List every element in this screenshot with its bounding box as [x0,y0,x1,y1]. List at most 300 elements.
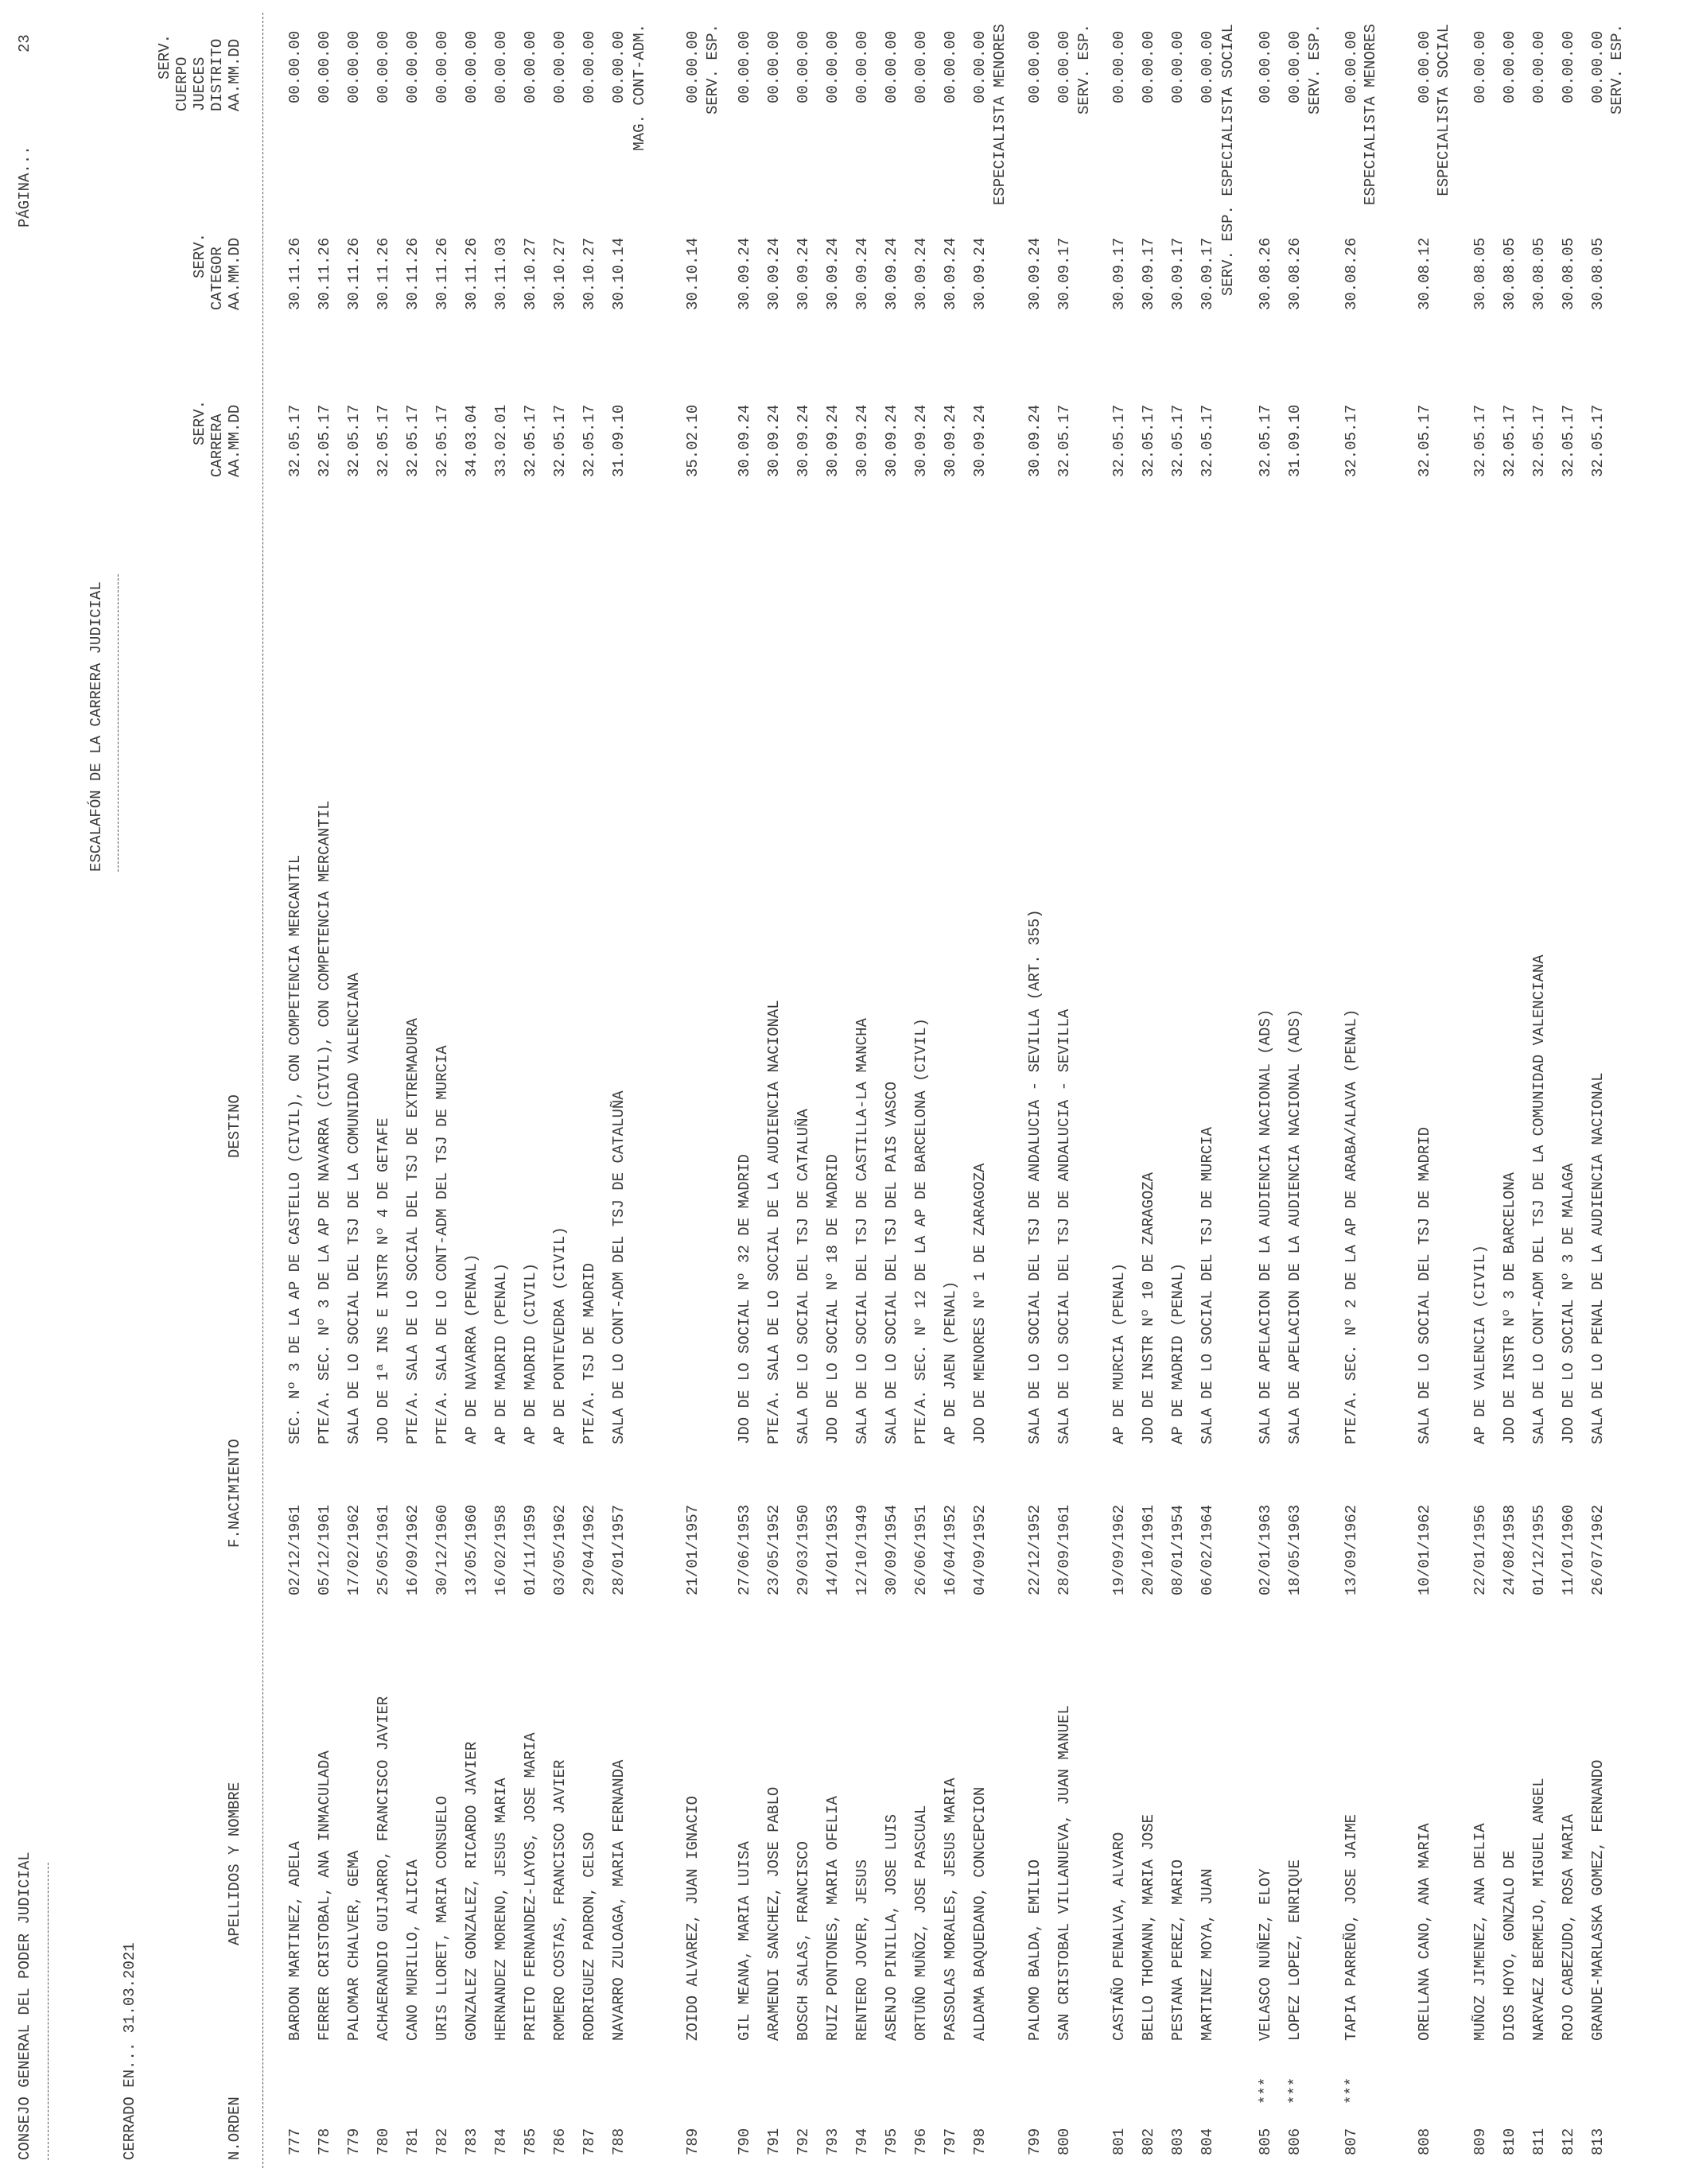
row-birth: 16/04/1952 [942,1504,959,1595]
row-orden: 782 [433,2128,451,2155]
row-orden: 803 [1169,2128,1187,2155]
row-serv-carrera: 32.05.17 [1199,404,1216,477]
col-nacimiento: F.NACIMIENTO [226,1439,243,1548]
table-row [853,0,871,2184]
row-name: PASSOLAS MORALES, JESUS MARIA [942,1778,959,2041]
row-serv-categor: 30.09.24 [971,237,989,310]
row-serv-carrera: 32.05.17 [286,404,304,477]
row-serv-distrito: 00.00.00 [1530,30,1548,103]
row-birth: 17/02/1962 [345,1504,363,1595]
row-serv-carrera: 30.09.24 [1026,404,1044,477]
col-categor-line2: CATEGOR [208,247,226,310]
row-destino: AP DE NAVARRA (PENAL) [463,1253,480,1444]
row-serv-distrito: 00.00.00 [1257,30,1274,103]
table-row [971,0,1009,2184]
row-destino: JDO DE MENORES Nº 1 DE ZARAGOZA [971,1163,989,1444]
row-birth: 22/01/1956 [1471,1504,1489,1595]
row-serv-carrera: 32.05.17 [1416,404,1433,477]
row-serv-distrito: 00.00.00 [522,30,539,103]
row-serv-categor: 30.08.05 [1589,237,1607,310]
row-serv-distrito: 00.00.00 [610,30,628,103]
row-orden: 805 [1257,2128,1274,2155]
table-row [1257,0,1274,2184]
row-name: URIS LLORET, MARIA CONSUELO [433,1796,451,2041]
row-birth: 14/01/1953 [824,1504,842,1595]
row-serv-carrera: 30.09.24 [736,404,753,477]
row-destino: SEC. Nº 3 DE LA AP DE CASTELLO (CIVIL), CON COMPETENCIA MERCANTIL [286,854,304,1444]
row-serv-categor: 30.10.27 [522,237,539,310]
row-serv-carrera: 30.09.24 [883,404,900,477]
row-birth: 16/09/1962 [404,1504,422,1595]
row-serv-categor: 30.08.12 [1416,237,1433,310]
row-birth: 26/07/1962 [1589,1504,1607,1595]
row-birth: 02/01/1963 [1257,1504,1274,1595]
row-serv-carrera: 32.05.17 [1501,404,1518,477]
row-note: ESPECIALISTA MENORES [991,24,1009,206]
row-serv-categor: 30.11.26 [286,237,304,310]
row-serv-distrito: 00.00.00 [1416,30,1433,103]
row-orden: 807 [1343,2128,1360,2155]
row-orden: 785 [522,2128,539,2155]
row-destino: JDO DE 1ª INS E INSTR Nº 4 DE GETAFE [375,1117,392,1444]
row-name: VELASCO NUÑEZ, ELOY [1257,1868,1274,2041]
row-birth: 30/12/1960 [433,1504,451,1595]
col-nombre: APELLIDOS Y NOMBRE [226,1782,243,1945]
row-destino: SALA DE APELACION DE LA AUDIENCIA NACIONAL (ADS) [1286,1008,1304,1444]
row-destino: AP DE MURCIA (PENAL) [1110,1262,1128,1444]
row-orden: 800 [1055,2128,1073,2155]
table-row [684,0,721,2184]
row-serv-distrito: 00.00.00 [1501,30,1518,103]
row-name: HERNANDEZ MORENO, JESUS MARIA [492,1778,510,2041]
row-serv-distrito: 00.00.00 [824,30,842,103]
row-birth: 11/01/1960 [1560,1504,1577,1595]
row-destino: JDO DE INSTR Nº 10 DE ZARAGOZA [1140,1172,1157,1444]
row-birth: 13/05/1960 [463,1504,480,1595]
row-name: RENTERO JOVER, JESUS [853,1859,871,2041]
row-serv-categor: 30.11.26 [433,237,451,310]
row-birth: 16/02/1958 [492,1504,510,1595]
row-name: PALOMO BALDA, EMILIO [1026,1859,1044,2041]
row-serv-categor: 30.09.17 [1055,237,1073,310]
row-birth: 18/05/1963 [1286,1504,1304,1595]
row-name: ROJO CABEZUDO, ROSA MARIA [1560,1813,1577,2041]
row-orden: 790 [736,2128,753,2155]
row-name: TAPIA PARREÑO, JOSE JAIME [1343,1813,1360,2041]
table-row [912,0,930,2184]
table-row [551,0,569,2184]
col-categor-line3: AA.MM.DD [226,237,243,310]
row-orden: 793 [824,2128,842,2155]
row-destino: SALA DE LO SOCIAL DEL TSJ DE CATALUÑA [795,1109,812,1444]
row-name: ARAMENDI SANCHEZ, JOSE PABLO [765,1786,783,2041]
row-destino: AP DE MADRID (PENAL) [1169,1262,1187,1444]
row-orden: 777 [286,2128,304,2155]
row-serv-carrera: 31.09.10 [1286,404,1304,477]
row-destino: AP DE MADRID (CIVIL) [522,1262,539,1444]
table-row [1501,0,1518,2184]
row-serv-categor: 30.09.24 [824,237,842,310]
row-mark: *** [1286,2077,1304,2104]
row-serv-categor: 30.08.26 [1286,237,1304,310]
row-name: NAVARRO ZULOAGA, MARIA FERNANDA [610,1759,628,2041]
table-row [1471,0,1489,2184]
row-serv-distrito: 00.00.00 [942,30,959,103]
row-birth: 01/11/1959 [522,1504,539,1595]
row-name: NARVAEZ BERMEJO, MIGUEL ANGEL [1530,1778,1548,2041]
row-serv-distrito: 00.00.00 [1110,30,1128,103]
row-destino: SALA DE LO SOCIAL DEL TSJ DE ANDALUCIA - SEVILLA [1055,1008,1073,1444]
row-serv-categor: 30.09.24 [853,237,871,310]
row-birth: 29/03/1950 [795,1504,812,1595]
row-serv-carrera: 32.05.17 [1169,404,1187,477]
row-name: ALDAMA BAQUEDANO, CONCEPCION [971,1786,989,2041]
row-serv-carrera: 32.05.17 [404,404,422,477]
row-destino: SALA DE LO SOCIAL DEL TSJ DE MURCIA [1199,1126,1216,1444]
row-serv-categor: 30.09.24 [765,237,783,310]
row-destino: SALA DE LO SOCIAL DEL TSJ DEL PAIS VASCO [883,1081,900,1444]
row-orden: 802 [1140,2128,1157,2155]
row-serv-distrito: 00.00.00 [684,30,702,103]
row-serv-distrito: 00.00.00 [345,30,363,103]
table-row [824,0,842,2184]
table-row [286,0,304,2184]
row-serv-distrito: 00.00.00 [1589,30,1607,103]
table-row [1343,0,1379,2184]
page-number: 23 [16,34,33,52]
row-orden: 812 [1560,2128,1577,2155]
row-birth: 23/05/1952 [765,1504,783,1595]
row-serv-categor: 30.09.24 [912,237,930,310]
row-orden: 786 [551,2128,569,2155]
row-orden: 783 [463,2128,480,2155]
row-serv-distrito: 00.00.00 [912,30,930,103]
row-serv-distrito: 00.00.00 [492,30,510,103]
table-row [1169,0,1187,2184]
row-serv-carrera: 33.02.01 [492,404,510,477]
row-serv-carrera: 32.05.17 [1140,404,1157,477]
row-note: SERV. ESP. ESPECIALISTA SOCIAL [1219,24,1237,297]
col-carrera-line3: AA.MM.DD [226,404,243,477]
table-row [375,0,392,2184]
row-serv-categor: 30.09.24 [883,237,900,310]
row-orden: 796 [912,2128,930,2155]
row-mark: *** [1343,2077,1360,2104]
table-row [736,0,753,2184]
col-destino: DESTINO [226,1094,243,1158]
row-birth: 21/01/1957 [684,1504,702,1595]
table-row [1286,0,1324,2184]
row-serv-categor: 30.10.27 [581,237,598,310]
row-serv-distrito: 00.00.00 [551,30,569,103]
col-categor-line1: SERV. [191,232,208,278]
row-destino: AP DE PONTEVEDRA (CIVIL) [551,1226,569,1444]
row-orden: 813 [1589,2128,1607,2155]
row-destino: JDO DE LO SOCIAL Nº 18 DE MADRID [824,1154,842,1444]
row-serv-categor: 30.08.05 [1530,237,1548,310]
row-destino: PTE/A. SALA DE LO SOCIAL DEL TSJ DE EXTREMADURA [404,1018,422,1444]
row-serv-distrito: 00.00.00 [404,30,422,103]
row-serv-distrito: 00.00.00 [1343,30,1360,103]
row-serv-carrera: 30.09.24 [912,404,930,477]
row-serv-carrera: 30.09.24 [765,404,783,477]
col-distrito-line1: SERV. [156,33,173,80]
row-destino: SALA DE LO PENAL DE LA AUDIENCIA NACIONAL [1589,1072,1607,1444]
row-serv-distrito: 00.00.00 [1199,30,1216,103]
row-orden: 795 [883,2128,900,2155]
table-row [581,0,598,2184]
row-birth: 01/12/1955 [1530,1504,1548,1595]
row-name: PESTANA PEREZ, MARIO [1169,1859,1187,2041]
row-serv-categor: 30.09.17 [1169,237,1187,310]
row-birth: 20/10/1961 [1140,1504,1157,1595]
row-serv-distrito: 00.00.00 [765,30,783,103]
row-serv-categor: 30.09.24 [942,237,959,310]
row-birth: 28/09/1961 [1055,1504,1073,1595]
row-birth: 26/06/1951 [912,1504,930,1595]
row-serv-categor: 30.09.24 [795,237,812,310]
row-destino: PTE/A. SEC. Nº 2 DE LA AP DE ARABA/ALAVA (PENAL) [1343,1008,1360,1444]
row-name: GONZALEZ GONZALEZ, RICARDO JAVIER [463,1741,480,2041]
row-serv-distrito: 00.00.00 [1055,30,1073,103]
page-label: PÁGINA... [16,146,33,227]
row-name: LOPEZ LOPEZ, ENRIQUE [1286,1859,1304,2041]
row-serv-carrera: 32.05.17 [1343,404,1360,477]
row-destino: SALA DE LO SOCIAL DEL TSJ DE ANDALUCIA - SEVILLA (ART. 355) [1026,909,1044,1444]
row-serv-carrera: 30.09.24 [853,404,871,477]
row-serv-categor: 30.11.26 [404,237,422,310]
row-name: CASTAÑO PENALVA, ALVARO [1110,1832,1128,2041]
row-mark: *** [1257,2077,1274,2104]
row-serv-categor: 30.09.24 [736,237,753,310]
row-serv-distrito: 00.00.00 [433,30,451,103]
row-destino: SALA DE LO CONT-ADM DEL TSJ DE LA COMUNIDAD VALENCIANA [1530,954,1548,1444]
row-serv-categor: 30.11.26 [316,237,333,310]
row-name: BOSCH SALAS, FRANCISCO [795,1841,812,2041]
row-serv-carrera: 32.05.17 [1110,404,1128,477]
row-serv-carrera: 32.05.17 [581,404,598,477]
row-name: BELLO THOMANN, MARIA JOSE [1140,1813,1157,2041]
row-destino: PTE/A. TSJ DE MADRID [581,1262,598,1444]
row-orden: 799 [1026,2128,1044,2155]
col-orden: N.ORDEN [226,2097,243,2160]
row-orden: 788 [610,2128,628,2155]
row-orden: 806 [1286,2128,1304,2155]
row-serv-distrito: 00.00.00 [853,30,871,103]
row-birth: 02/12/1961 [286,1504,304,1595]
row-orden: 801 [1110,2128,1128,2155]
row-birth: 29/04/1962 [581,1504,598,1595]
row-birth: 05/12/1961 [316,1504,333,1595]
row-serv-carrera: 32.05.17 [1257,404,1274,477]
row-serv-categor: 30.09.17 [1199,237,1216,310]
row-orden: 810 [1501,2128,1518,2155]
header-divider [262,13,263,2168]
table-row [1026,0,1044,2184]
table-row [1199,0,1237,2184]
table-row [463,0,480,2184]
row-birth: 08/01/1954 [1169,1504,1187,1595]
table-row [433,0,451,2184]
row-serv-carrera: 30.09.24 [795,404,812,477]
row-birth: 03/05/1962 [551,1504,569,1595]
row-destino: SALA DE APELACION DE LA AUDIENCIA NACIONAL (ADS) [1257,1008,1274,1444]
report-title-underline [118,574,119,872]
row-serv-distrito: 00.00.00 [463,30,480,103]
table-row [1055,0,1093,2184]
col-carrera-line2: CARRERA [208,414,226,477]
row-serv-categor: 30.09.24 [1026,237,1044,310]
table-row [345,0,363,2184]
row-orden: 811 [1530,2128,1548,2155]
col-carrera-line1: SERV. [191,399,208,445]
col-distrito-line5: AA.MM.DD [226,38,243,111]
row-orden: 778 [316,2128,333,2155]
row-serv-carrera: 32.05.17 [1055,404,1073,477]
table-row [1589,0,1626,2184]
col-distrito-line3: JUECES [191,56,208,111]
row-serv-categor: 30.08.05 [1471,237,1489,310]
row-serv-carrera: 32.05.17 [1471,404,1489,477]
table-row [883,0,900,2184]
row-orden: 794 [853,2128,871,2155]
row-destino: AP DE MADRID (PENAL) [492,1262,510,1444]
row-serv-categor: 30.08.26 [1343,237,1360,310]
row-serv-carrera: 31.09.10 [610,404,628,477]
row-destino: PTE/A. SEC. Nº 3 DE LA AP DE NAVARRA (CIVIL), CON COMPETENCIA MERCANTIL [316,800,333,1444]
row-serv-categor: 30.11.03 [492,237,510,310]
row-serv-carrera: 32.05.17 [1589,404,1607,477]
row-birth: 30/09/1954 [883,1504,900,1595]
row-serv-distrito: 00.00.00 [316,30,333,103]
row-serv-distrito: 00.00.00 [1471,30,1489,103]
row-birth: 28/01/1957 [610,1504,628,1595]
row-note: SERV. ESP. [1306,24,1324,115]
row-serv-categor: 30.11.26 [375,237,392,310]
row-name: ACHAERANDIO GUIJARRO, FRANCISCO JAVIER [375,1696,392,2041]
closing-date: CERRADO EN... 31.03.2021 [121,1942,138,2160]
row-serv-categor: 30.10.14 [610,237,628,310]
row-name: MUÑOZ JIMENEZ, ANA DELIA [1471,1823,1489,2041]
row-destino: JDO DE LO SOCIAL Nº 32 DE MADRID [736,1154,753,1444]
row-serv-distrito: 00.00.00 [1560,30,1577,103]
row-serv-carrera: 32.05.17 [375,404,392,477]
row-name: BARDON MARTINEZ, ADELA [286,1841,304,2041]
row-name: RODRIGUEZ PADRON, CELSO [581,1832,598,2041]
row-serv-carrera: 32.05.17 [433,404,451,477]
row-birth: 04/09/1952 [971,1504,989,1595]
row-destino: AP DE JAEN (PENAL) [942,1280,959,1444]
row-serv-categor: 30.08.26 [1257,237,1274,310]
row-serv-carrera: 34.03.04 [463,404,480,477]
row-serv-carrera: 32.05.17 [522,404,539,477]
row-serv-carrera: 32.05.17 [1530,404,1548,477]
row-destino: SALA DE LO SOCIAL DEL TSJ DE CASTILLA-LA MANCHA [853,1018,871,1444]
row-serv-categor: 30.10.14 [684,237,702,310]
row-name: MARTINEZ MOYA, JUAN [1199,1868,1216,2041]
table-row [1140,0,1157,2184]
row-serv-distrito: 00.00.00 [286,30,304,103]
row-name: GIL MEANA, MARIA LUISA [736,1841,753,2041]
row-birth: 25/05/1961 [375,1504,392,1595]
row-destino: PTE/A. SALA DE LO SOCIAL DE LA AUDIENCIA NACIONAL [765,1000,783,1444]
row-name: PALOMAR CHALVER, GEMA [345,1850,363,2041]
row-orden: 804 [1199,2128,1216,2155]
row-serv-distrito: 00.00.00 [736,30,753,103]
row-name: ASENJO PINILLA, JOSE LUIS [883,1813,900,2041]
row-orden: 792 [795,2128,812,2155]
row-name: PRIETO FERNANDEZ-LAYOS, JOSE MARIA [522,1732,539,2041]
row-serv-carrera: 32.05.17 [1560,404,1577,477]
row-serv-distrito: 00.00.00 [971,30,989,103]
row-serv-distrito: 00.00.00 [883,30,900,103]
row-note: ESPECIALISTA SOCIAL [1435,24,1452,196]
row-birth: 13/09/1962 [1343,1504,1360,1595]
table-row [522,0,539,2184]
row-destino: JDO DE INSTR Nº 3 DE BARCELONA [1501,1172,1518,1444]
row-serv-distrito: 00.00.00 [1286,30,1304,103]
row-serv-carrera: 35.02.10 [684,404,702,477]
row-orden: 791 [765,2128,783,2155]
row-destino: PTE/A. SEC. Nº 12 DE LA AP DE BARCELONA (CIVIL) [912,1018,930,1444]
row-serv-carrera: 30.09.24 [824,404,842,477]
row-destino: AP DE VALENCIA (CIVIL) [1471,1245,1489,1444]
table-row [404,0,422,2184]
row-destino: SALA DE LO SOCIAL DEL TSJ DE LA COMUNIDAD VALENCIANA [345,973,363,1444]
row-orden: 798 [971,2128,989,2155]
row-birth: 10/01/1962 [1416,1504,1433,1595]
table-row [1416,0,1452,2184]
row-name: ORELLANA CANO, ANA MARIA [1416,1823,1433,2041]
row-destino: PTE/A. SALA DE LO CONT-ADM DEL TSJ DE MURCIA [433,1045,451,1444]
table-row [492,0,510,2184]
row-name: ORTUÑO MUÑOZ, JOSE PASCUAL [912,1805,930,2041]
table-row [1560,0,1577,2184]
col-distrito-line2: CUERPO [173,56,191,111]
row-birth: 24/08/1958 [1501,1504,1518,1595]
row-serv-distrito: 00.00.00 [375,30,392,103]
row-serv-distrito: 00.00.00 [1026,30,1044,103]
report-title: ESCALAFÓN DE LA CARRERA JUDICIAL [87,581,105,872]
row-name: ZOIDO ALVAREZ, JUAN IGNACIO [684,1796,702,2041]
row-name: ROMERO COSTAS, FRANCISCO JAVIER [551,1759,569,2041]
row-orden: 779 [345,2128,363,2155]
row-name: FERRER CRISTOBAL, ANA INMACULADA [316,1751,333,2041]
row-serv-distrito: 00.00.00 [1169,30,1187,103]
row-orden: 789 [684,2128,702,2155]
table-row [316,0,333,2184]
row-serv-categor: 30.09.17 [1140,237,1157,310]
row-name: DIOS HOYO, GONZALO DE [1501,1850,1518,2041]
org-title: CONSEJO GENERAL DEL PODER JUDICIAL [16,1852,33,2160]
row-orden: 808 [1416,2128,1433,2155]
row-serv-carrera: 32.05.17 [345,404,363,477]
row-serv-distrito: 00.00.00 [581,30,598,103]
row-note: ESPECIALISTA MENORES [1362,24,1379,206]
row-note: MAG. CONT-ADM. [631,24,648,151]
row-serv-categor: 30.08.05 [1560,237,1577,310]
row-orden: 809 [1471,2128,1489,2155]
row-name: CANO MURILLO, ALICIA [404,1859,422,2041]
row-orden: 784 [492,2128,510,2155]
row-serv-categor: 30.08.05 [1501,237,1518,310]
table-row [765,0,783,2184]
row-note: SERV. ESP. [1608,24,1626,115]
row-serv-categor: 30.10.27 [551,237,569,310]
table-row [1110,0,1128,2184]
row-orden: 787 [581,2128,598,2155]
row-birth: 22/12/1952 [1026,1504,1044,1595]
